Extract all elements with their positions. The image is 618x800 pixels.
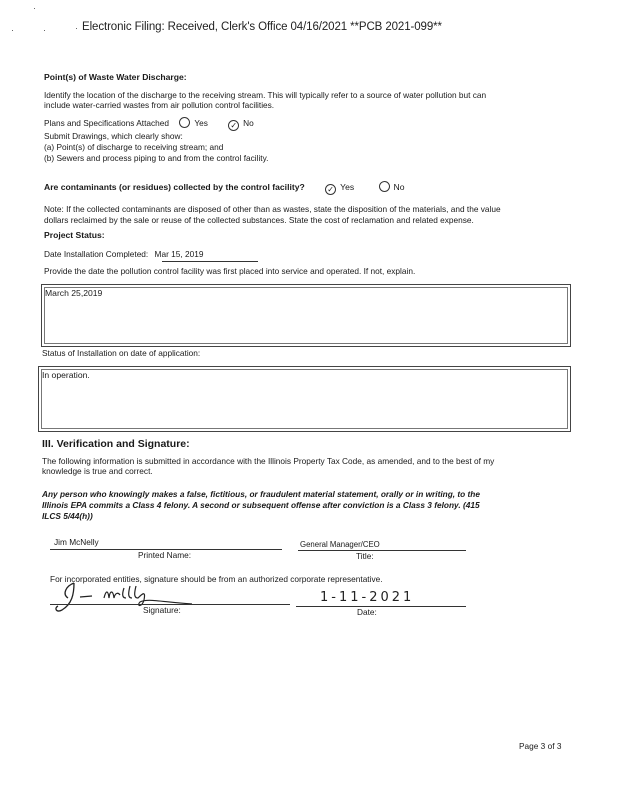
verification-text-2: knowledge is true and correct. <box>42 466 153 476</box>
contaminants-note-2: dollars reclaimed by the sale or reuse of the collected substances. State the cost of reclamation and related expense. <box>44 215 474 225</box>
scan-speck <box>76 28 77 29</box>
warning-3: ILCS 5/44(h)) <box>42 511 93 521</box>
plans-yes-radio[interactable] <box>179 117 190 128</box>
contaminants-no-label: No <box>393 182 405 192</box>
plans-yes-label: Yes <box>194 118 208 128</box>
discharge-desc-1: Identify the location of the discharge to the receiving stream. This will typically refer to a source of water pollution but can <box>44 90 487 100</box>
corp-note: For incorporated entities, signature should be from an authorized corporate representative. <box>50 574 383 584</box>
discharge-heading: Point(s) of Waste Water Discharge: <box>44 72 187 82</box>
scan-speck <box>12 30 13 31</box>
status-heading: Project Status: <box>44 230 105 240</box>
drawings-2: (a) Point(s) of discharge to receiving stream; and <box>44 142 224 152</box>
drawings-1: Submit Drawings, which clearly show: <box>44 131 183 141</box>
contaminants-row <box>44 181 405 195</box>
service-date-field[interactable] <box>41 284 571 347</box>
plans-label: Plans and Specifications Attached <box>44 118 169 128</box>
verification-heading: III. Verification and Signature: <box>42 438 190 450</box>
install-status-value: In operation. <box>42 370 90 380</box>
title-label: Title: <box>356 551 374 561</box>
scan-speck <box>44 30 45 31</box>
date-completed-label: Date Installation Completed: <box>44 249 149 259</box>
plans-no-label: No <box>243 118 254 128</box>
service-date-value: March 25,2019 <box>45 288 103 298</box>
date-sig-underline <box>296 606 466 607</box>
contaminants-no-radio[interactable] <box>379 181 390 192</box>
signed-date-value[interactable]: 1-11-2021 <box>320 590 415 605</box>
plans-no-radio[interactable]: ✓ <box>228 120 239 131</box>
discharge-desc-2: include water-carried wastes from air pollution control facilities. <box>44 100 275 110</box>
plans-row <box>44 117 254 131</box>
warning-2: Illinois EPA commits a Class 4 felony. A second or subsequent offense after conviction is a Class 3 felony. (415 <box>42 500 480 510</box>
scan-speck <box>34 8 35 9</box>
date-completed-value[interactable]: Mar 15, 2019 <box>154 249 204 259</box>
signature-label: Signature: <box>143 605 181 615</box>
filing-header: Electronic Filing: Received, Clerk's Office 04/16/2021 **PCB 2021-099** <box>82 21 442 33</box>
drawings-3: (b) Sewers and process piping to and from the control facility. <box>44 153 269 163</box>
title-underline <box>298 550 466 551</box>
verification-text-1: The following information is submitted in accordance with the Illinois Property Tax Code, as amended, and to the best of my <box>42 456 495 466</box>
contaminants-question: Are contaminants (or residues) collected by the control facility? <box>44 182 305 192</box>
contaminants-note-1: Note: If the collected contaminants are disposed of other than as wastes, state the disposition of the materials, and the value <box>44 204 501 214</box>
printed-name-value[interactable]: Jim McNelly <box>54 537 99 547</box>
contaminants-yes-radio[interactable]: ✓ <box>325 184 336 195</box>
title-value[interactable]: General Manager/CEO <box>300 540 380 549</box>
warning-1: Any person who knowingly makes a false, fictitious, or fraudulent material statement, orally or in writing, to the <box>42 489 480 499</box>
date-completed-row <box>44 249 203 259</box>
date-underline <box>162 261 258 262</box>
date-sig-label: Date: <box>357 607 377 617</box>
page-number: Page 3 of 3 <box>519 741 562 751</box>
install-status-label: Status of Installation on date of application: <box>42 348 201 358</box>
provide-text: Provide the date the pollution control facility was first placed into service and operated. If not, explain. <box>44 266 416 276</box>
printed-name-label: Printed Name: <box>138 550 192 560</box>
install-status-field[interactable] <box>38 366 571 432</box>
contaminants-yes-label: Yes <box>340 182 355 192</box>
